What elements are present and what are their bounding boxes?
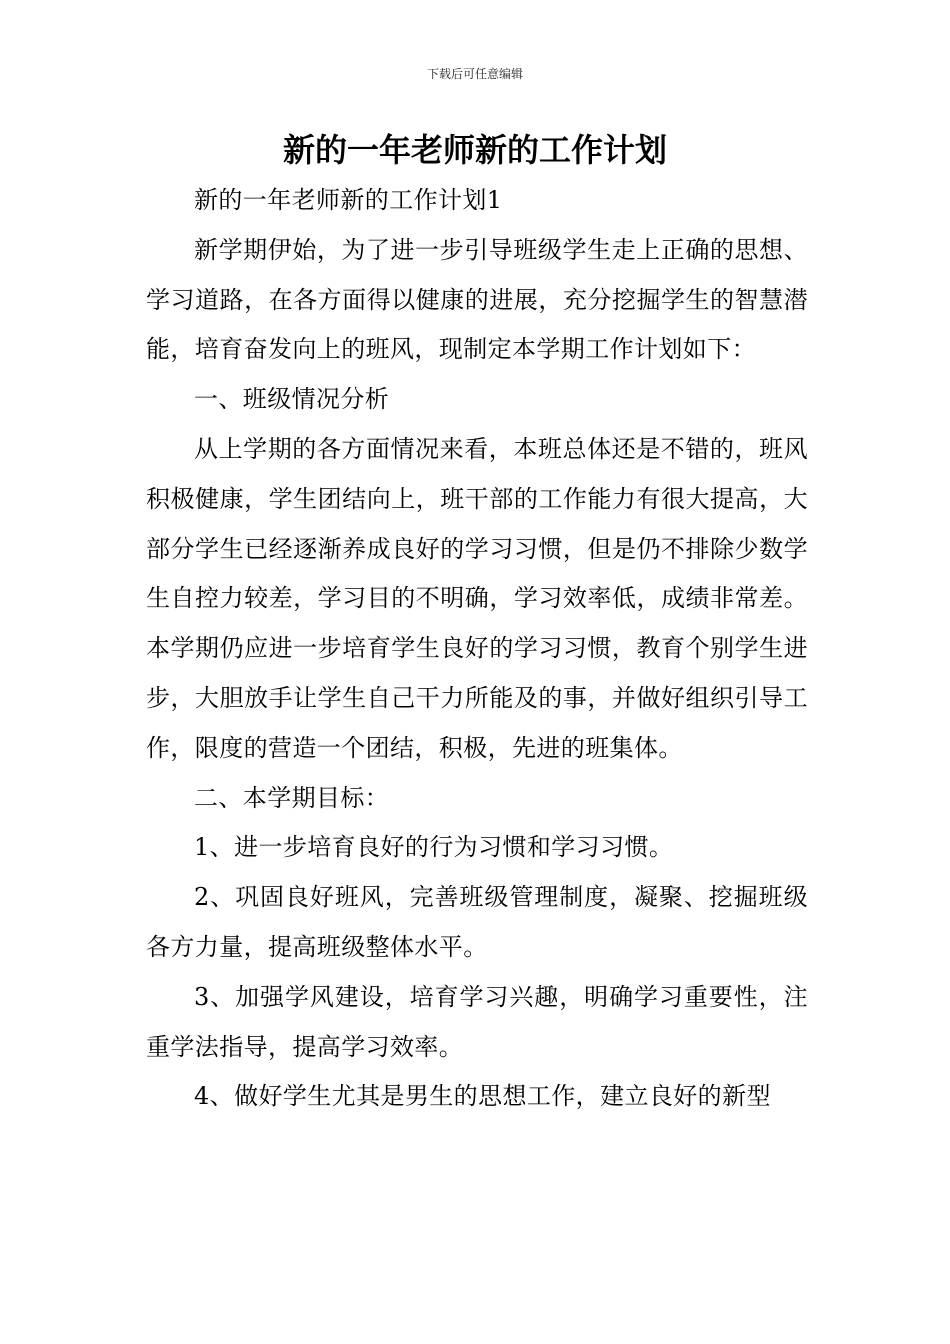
paragraph-subtitle: 新的一年老师新的工作计划1 xyxy=(194,186,503,214)
section-heading-1: 一、班级情况分析 xyxy=(194,385,390,414)
paragraph-analysis: 从上学期的各方面情况来看，本班总体还是不错的，班风积极健康，学生团结向上，班干部的工作能力有很大提高，大部分学生已经逐渐养成良好的学习习惯，但是仍不排除少数学生自控力较差，学习目的不明确，学习效率低，成绩非常差。本学期仍应进一步培育学生良好的学习习惯，教育个别学生进步，大胆放手让学生自己干力所能及的事，并做好组织引导工作，限度的营造一个团结，积极，先进的班集体。 xyxy=(146,434,808,762)
goal-item-4: 4、做好学生尤其是男生的思想工作，建立良好的新型 xyxy=(194,1082,771,1111)
header-note: 下载后可任意编辑 xyxy=(426,67,523,81)
document-title: 新的一年老师新的工作计划 xyxy=(282,131,667,169)
goal-item-2: 2、巩固良好班风，完善班级管理制度，凝聚、挖掘班级各方力量，提高班级整体水平。 xyxy=(146,883,808,961)
section-heading-2: 二、本学期目标： xyxy=(194,783,390,812)
goal-item-1: 1、进一步培育良好的行为习惯和学习习惯。 xyxy=(194,833,674,862)
document-body xyxy=(146,176,808,1122)
goal-item-3: 3、加强学风建设，培育学习兴趣，明确学习重要性，注重学法指导，提高学习效率。 xyxy=(146,982,808,1061)
paragraph-intro: 新学期伊始，为了进一步引导班级学生走上正确的思想、学习道路，在各方面得以健康的进展，充分挖掘学生的智慧潜能，培育奋发向上的班风，现制定本学期工作计划如下： xyxy=(146,235,808,364)
